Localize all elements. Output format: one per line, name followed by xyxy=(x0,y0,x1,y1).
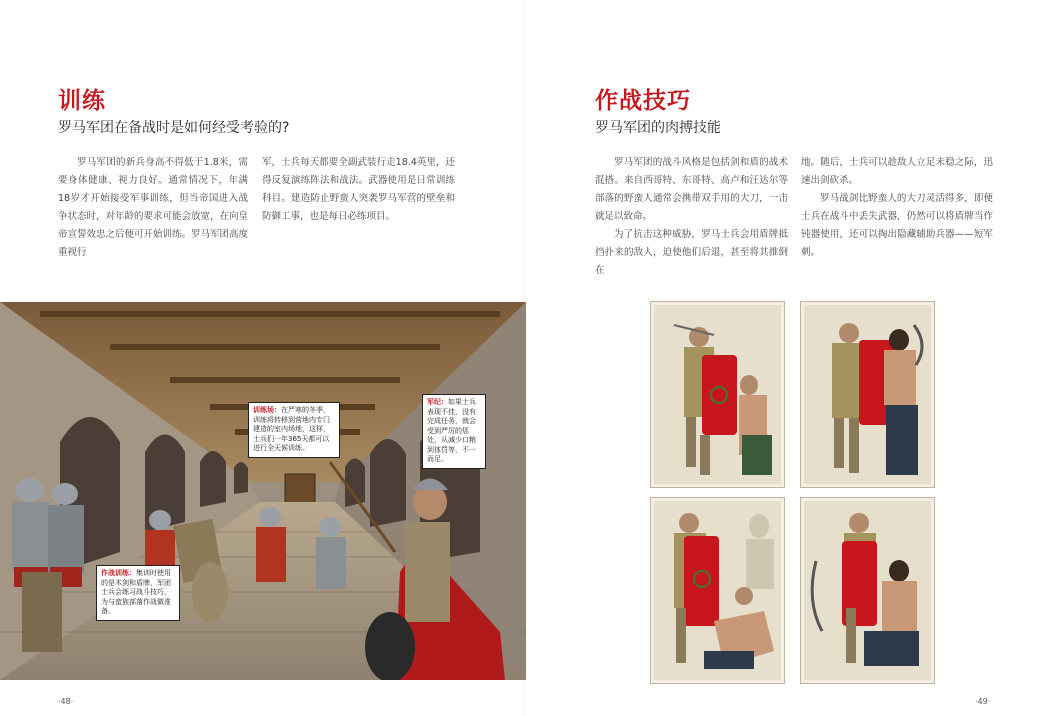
training-paragraph-1: 罗马军团的新兵身高不得低于1.8米，需要身体健康、视力良好。通常情况下，年满18岁才开始接受军事训练，但当帝国进入战争状态时，对年龄的要求可能会放宽，在向皇帝宣誓效忠之后便可开始训练。罗马军团高度重视行 xyxy=(58,157,249,258)
callout-discipline xyxy=(422,394,486,469)
training-hall-illustration xyxy=(0,302,526,680)
combat-text-column-1 xyxy=(595,154,788,280)
training-paragraph-2: 军，士兵每天都要全副武装行走18.4英里，还得反复演练阵法和战法。武器使用是日常训练科目。建造防止野蛮人突袭罗马军营的壁垒和防御工事，也是每日必练项目。 xyxy=(262,157,455,222)
page-number-right: ·49· xyxy=(975,697,991,706)
combat-paragraph-4: 罗马战剑比野蛮人的大刀灵活得多，即便士兵在战斗中丢失武器，仍然可以将盾牌当作钝器使用，还可以掏出隐藏辅助兵器——短军刺。 xyxy=(801,193,993,258)
callout-tag: 作战训练： xyxy=(101,569,136,577)
callout-text: 在严寒的冬季，训练将转移到营地内专门建造的室内场地，这样，士兵们一年365天都可以进行全天候训练。 xyxy=(253,406,330,452)
combat-paragraph-3: 地。随后，士兵可以趁敌人立足未稳之际，迅速出剑砍杀。 xyxy=(801,157,993,186)
combat-subtitle: 罗马军团的肉搏技能 xyxy=(595,120,721,136)
left-page xyxy=(0,0,524,716)
combat-panel-1 xyxy=(651,302,784,487)
combat-text-column-2 xyxy=(801,154,993,262)
combat-paragraph-2: 为了抗击这种威胁，罗马士兵会用盾牌抵挡扑来的敌人，迫使他们后退，甚至将其推倒在 xyxy=(595,229,788,276)
combat-paragraph-1: 罗马军团的战斗风格是包括剑和盾的战术混搭。来自西哥特、东哥特、高卢和汪达尔等部落的野蛮人通常会携带双手用的大刀，一击就足以致命。 xyxy=(595,157,788,222)
combat-panel-4 xyxy=(801,498,934,683)
training-subtitle: 罗马军团在备战时是如何经受考验的? xyxy=(58,120,290,136)
training-title: 训练 xyxy=(58,87,106,114)
training-text-column-1 xyxy=(58,154,248,262)
callout-tag: 军纪： xyxy=(427,398,448,406)
callout-tag: 训练场： xyxy=(253,406,281,414)
combat-panel-2 xyxy=(801,302,934,487)
page-number-left: ·48· xyxy=(58,697,74,706)
combat-panel-3 xyxy=(651,498,784,683)
training-text-column-2 xyxy=(262,154,455,226)
combat-title: 作战技巧 xyxy=(595,87,691,114)
right-page xyxy=(525,0,1049,716)
callout-combat-training xyxy=(96,565,180,621)
callout-training-ground xyxy=(248,402,340,458)
callout-text: 如果士兵表现不佳，没有完成任务，就会受到严厉的惩处，从减少口粮到体罚等，不一而足。 xyxy=(427,398,476,463)
callout-text: 集训时使用的是木剑和盾牌，军团士兵会练习战斗技巧，为与蛮族部落作战做准备。 xyxy=(101,569,171,615)
